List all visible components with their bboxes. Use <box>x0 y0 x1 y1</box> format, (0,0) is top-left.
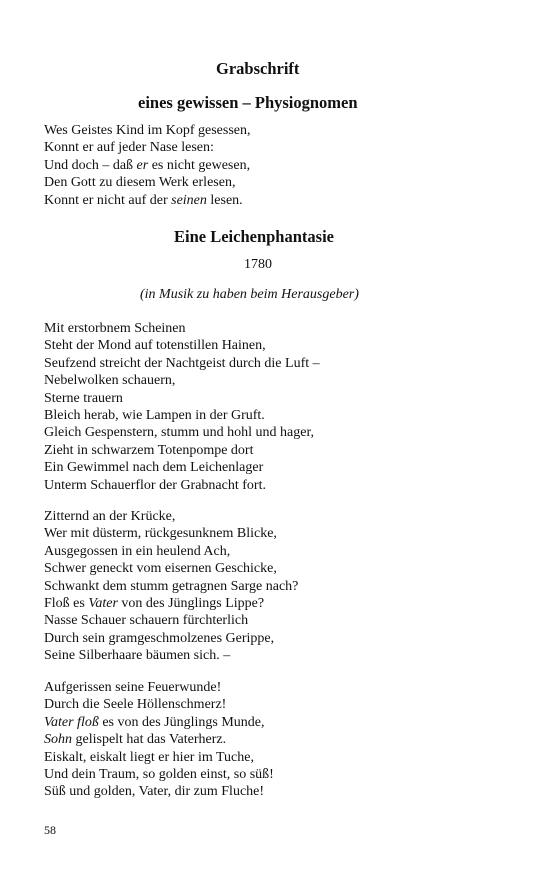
poem-subtitle-physiognomen: eines gewissen – Physiognomen <box>138 93 358 112</box>
leichenphantasie-stanza-2 <box>44 508 298 665</box>
poem-line: Gleich Gespenstern, stumm und hohl und hager, <box>44 425 315 441</box>
poem-line: Sohn gelispelt hat das Vaterherz. <box>44 732 227 748</box>
poem-line: Zitternd an der Krücke, <box>44 509 176 524</box>
poem-line: Schwer geneckt vom eisernen Geschicke, <box>44 561 277 577</box>
poem-line: Und doch – daß er es nicht gewesen, <box>44 157 251 173</box>
poem-line: Durch sein gramgeschmolzenes Gerippe, <box>44 630 275 646</box>
poem-line: Ausgegossen in ein heulend Ach, <box>44 543 231 559</box>
poem-line: Mit erstorbnem Scheinen <box>44 321 186 336</box>
poem-line: Seine Silberhaare bäumen sich. – <box>44 648 231 664</box>
poem-line: Wer mit düsterm, rückgesunknem Blicke, <box>44 526 277 542</box>
poem-title-leichenphantasie: Eine Leichenphantasie <box>174 227 334 246</box>
poem-line: Nebelwolken schauern, <box>44 373 176 389</box>
leichenphantasie-stanza-1 <box>44 320 320 494</box>
poem-line: Schwankt dem stumm getragnen Sarge nach? <box>44 578 299 594</box>
poem-line: Floß es Vater von des Jünglings Lippe? <box>44 596 265 612</box>
poem-line: Sterne trauern <box>44 390 123 406</box>
poem-line: Steht der Mond auf totenstillen Hainen, <box>44 338 266 354</box>
poem-line: Zieht in schwarzem Totenpompe dort <box>44 442 254 458</box>
poem-line: Unterm Schauerflor der Grabnacht fort. <box>44 477 266 493</box>
poem-line: Wes Geistes Kind im Kopf gesessen, <box>44 123 251 138</box>
leichenphantasie-stanza-3 <box>44 679 274 801</box>
poem-line: Konnt er auf jeder Nase lesen: <box>44 140 214 156</box>
poem-title-grabschrift: Grabschrift <box>216 59 300 78</box>
poem-line: Durch die Seele Höllenschmerz! <box>44 697 227 713</box>
poem-line: Konnt er nicht auf der seinen lesen. <box>44 192 243 208</box>
page-number: 58 <box>44 823 56 837</box>
poem-line: Den Gott zu diesem Werk erlesen, <box>44 175 236 191</box>
poem-line: Eiskalt, eiskalt liegt er hier im Tuche, <box>44 749 254 765</box>
poem-line: Aufgerissen seine Feuerwunde! <box>44 680 222 695</box>
poem-grabschrift-stanza <box>44 122 251 209</box>
poem-line: Süß und golden, Vater, dir zum Fluche! <box>44 784 265 800</box>
poem-line: Bleich herab, wie Lampen in der Gruft. <box>44 408 265 424</box>
poem-line: Seufzend streicht der Nachtgeist durch die Luft – <box>44 355 320 371</box>
poem-line: Und dein Traum, so golden einst, so süß! <box>44 767 274 783</box>
poem-note: (in Musik zu haben beim Herausgeber) <box>140 287 359 302</box>
poem-line: Vater floß es von des Jünglings Munde, <box>44 714 265 730</box>
poem-line: Nasse Schauer schauern fürchterlich <box>44 613 249 629</box>
poem-line: Ein Gewimmel nach dem Leichenlager <box>44 460 264 476</box>
poem-year: 1780 <box>244 257 272 272</box>
